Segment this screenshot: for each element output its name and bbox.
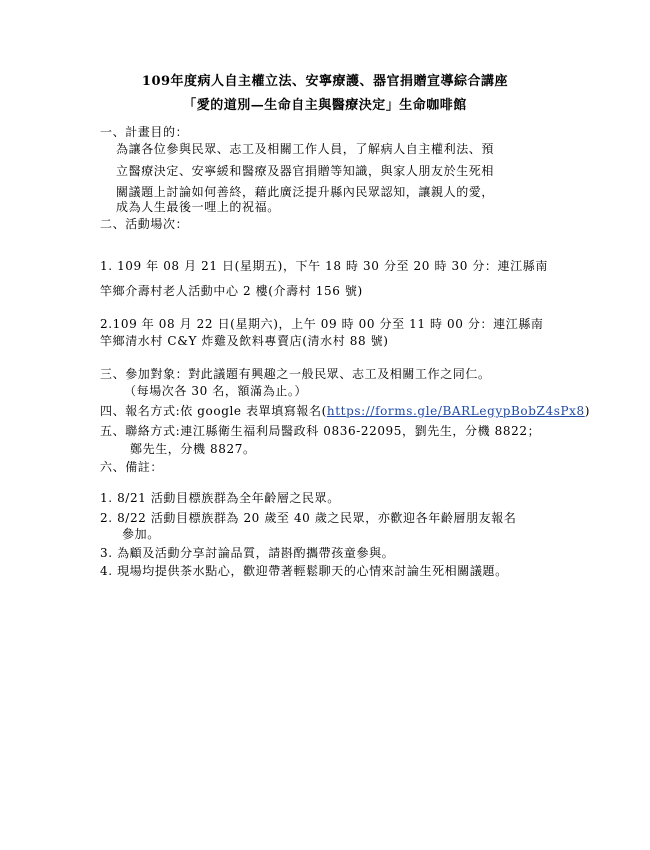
section-5-line-1: 五、聯絡方式:連江縣衛生福利局醫政科 0836-22095，劉先生，分機 8822； bbox=[100, 424, 541, 438]
registration-text: 四、報名方式:依 google 表單填寫報名( bbox=[100, 404, 327, 418]
note-3: 3. 為顧及活動分享討論品質，請斟酌攜帶孩童參與。 bbox=[100, 546, 395, 560]
section-3-line-1: 三、參加對象：對此議題有興趣之一般民眾、志工及相關工作之同仁。 bbox=[100, 367, 491, 381]
note-4: 4. 現場均提供茶水點心，歡迎帶著輕鬆聊天的心情來討論生死相關議題。 bbox=[100, 564, 508, 578]
section-1-text-line: 立醫療決定、安寧緩和醫療及器官捐贈等知識，與家人朋友於生死相 bbox=[116, 164, 495, 178]
registration-form-link[interactable]: https://forms.gle/BARLegypBobZ4sPx8 bbox=[326, 404, 585, 418]
registration-text-end: ) bbox=[584, 404, 591, 418]
note-1: 1. 8/21 活動目標族群為全年齡層之民眾。 bbox=[100, 491, 340, 505]
section-5-line-2: 鄭先生，分機 8827。 bbox=[130, 442, 256, 456]
section-4-line bbox=[100, 403, 590, 419]
document-title: 109年度病人自主權立法、安寧療護、器官捐贈宣導綜合講座 bbox=[141, 74, 509, 89]
note-2-line-2: 參加。 bbox=[122, 527, 160, 541]
session-1-line-1: 1. 109 年 08 月 21 日(星期五)，下午 18 時 30 分至 20 時 30 分：連江縣南 bbox=[100, 259, 548, 273]
section-1-text-line: 關議題上討論如何善終，藉此廣泛提升縣內民眾認知，讓親人的愛， bbox=[116, 185, 495, 199]
section-6-heading: 六、備註： bbox=[100, 460, 164, 474]
session-1-line-2: 竿鄉介壽村老人活動中心 2 樓(介壽村 156 號) bbox=[100, 284, 363, 298]
section-1-text-line: 成為人生最後一哩上的祝福。 bbox=[116, 200, 280, 214]
document-subtitle: 「愛的道別—生命自主與醫療決定」生命咖啡館 bbox=[183, 98, 467, 113]
note-2-line-1: 2. 8/22 活動目標族群為 20 歲至 40 歲之民眾，亦歡迎各年齡層朋友報名 bbox=[100, 511, 517, 525]
section-3-line-2: （每場次各 30 名，額滿為止。） bbox=[124, 384, 308, 398]
section-2-heading: 二、活動場次： bbox=[100, 217, 189, 231]
session-2-line-2: 竿鄉清水村 C&Y 炸雞及飲料專賣店(清水村 88 號) bbox=[100, 334, 389, 348]
section-1-heading: 一、計畫目的： bbox=[100, 125, 189, 139]
session-2-line-1: 2.109 年 08 月 22 日(星期六)，上午 09 時 00 分至 11 時 00 分：連江縣南 bbox=[100, 317, 544, 331]
section-1-text-line: 為讓各位參與民眾、志工及相關工作人員，了解病人自主權利法、預 bbox=[116, 142, 495, 156]
